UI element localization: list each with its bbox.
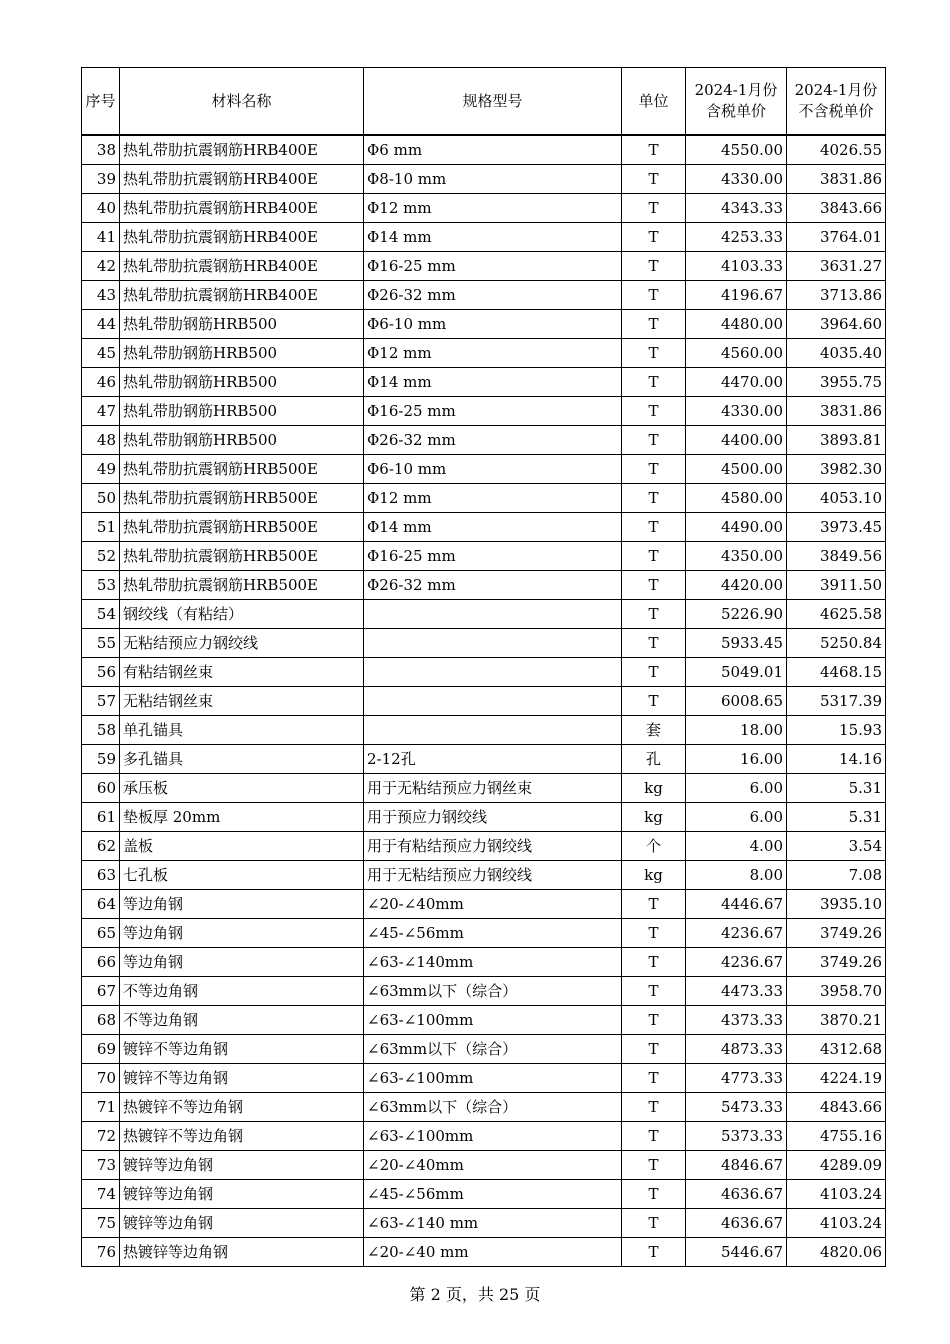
cell-no: 53 [82, 571, 120, 600]
cell-unit: T [622, 397, 686, 426]
cell-unit: T [622, 1151, 686, 1180]
table-row [82, 281, 886, 310]
cell-unit: T [622, 890, 686, 919]
table-header [82, 68, 886, 136]
cell-material-name: 热轧带肋抗震钢筋HRB400E [120, 194, 364, 223]
cell-unit: T [622, 455, 686, 484]
cell-price-notax: 4820.06 [787, 1238, 886, 1267]
header-price-tax-line2: 含税单价 [705, 102, 766, 120]
cell-unit: 孔 [622, 745, 686, 774]
cell-no: 67 [82, 977, 120, 1006]
cell-spec: ∠63-∠100mm [364, 1122, 622, 1151]
cell-unit: T [622, 339, 686, 368]
cell-unit: T [622, 1006, 686, 1035]
cell-price-notax: 3849.56 [787, 542, 886, 571]
cell-material-name: 等边角钢 [120, 919, 364, 948]
cell-price-notax: 3893.81 [787, 426, 886, 455]
cell-material-name: 多孔锚具 [120, 745, 364, 774]
cell-no: 43 [82, 281, 120, 310]
cell-no: 50 [82, 484, 120, 513]
cell-spec: Φ16-25 mm [364, 252, 622, 281]
header-no: 序号 [82, 68, 120, 136]
cell-price-tax: 5373.33 [686, 1122, 787, 1151]
cell-price-tax: 4500.00 [686, 455, 787, 484]
table-row [82, 1209, 886, 1238]
cell-material-name: 热轧带肋抗震钢筋HRB400E [120, 223, 364, 252]
cell-no: 72 [82, 1122, 120, 1151]
cell-unit: T [622, 1180, 686, 1209]
cell-no: 51 [82, 513, 120, 542]
cell-price-notax: 3.54 [787, 832, 886, 861]
table-row [82, 716, 886, 745]
header-unit: 单位 [622, 68, 686, 136]
cell-price-tax: 4420.00 [686, 571, 787, 600]
cell-unit: T [622, 977, 686, 1006]
page-footer: 第 2 页，共 25 页 [409, 1285, 541, 1304]
table-row [82, 455, 886, 484]
cell-price-tax: 5049.01 [686, 658, 787, 687]
cell-price-tax: 4636.67 [686, 1209, 787, 1238]
cell-spec: ∠20-∠40mm [364, 890, 622, 919]
cell-no: 71 [82, 1093, 120, 1122]
cell-material-name: 热轧带肋钢筋HRB500 [120, 310, 364, 339]
cell-material-name: 承压板 [120, 774, 364, 803]
table-row [82, 629, 886, 658]
header-price-notax-line2: 不含税单价 [798, 102, 874, 120]
cell-no: 66 [82, 948, 120, 977]
cell-no: 60 [82, 774, 120, 803]
cell-material-name: 热镀锌不等边角钢 [120, 1093, 364, 1122]
cell-no: 58 [82, 716, 120, 745]
table-row [82, 135, 886, 165]
cell-no: 52 [82, 542, 120, 571]
cell-no: 76 [82, 1238, 120, 1267]
cell-unit: T [622, 1209, 686, 1238]
cell-unit: T [622, 252, 686, 281]
cell-spec: 用于无粘结预应力钢丝束 [364, 774, 622, 803]
table-row [82, 948, 886, 977]
cell-spec: ∠20-∠40mm [364, 1151, 622, 1180]
cell-no: 62 [82, 832, 120, 861]
cell-price-tax: 6.00 [686, 774, 787, 803]
cell-no: 55 [82, 629, 120, 658]
cell-price-tax: 4103.33 [686, 252, 787, 281]
cell-price-notax: 4755.16 [787, 1122, 886, 1151]
cell-no: 69 [82, 1035, 120, 1064]
cell-price-tax: 4550.00 [686, 135, 787, 165]
cell-no: 70 [82, 1064, 120, 1093]
table-row [82, 426, 886, 455]
cell-price-tax: 4846.67 [686, 1151, 787, 1180]
cell-price-notax: 4843.66 [787, 1093, 886, 1122]
cell-material-name: 热轧带肋抗震钢筋HRB500E [120, 542, 364, 571]
cell-price-notax: 7.08 [787, 861, 886, 890]
cell-unit: T [622, 571, 686, 600]
cell-price-notax: 4224.19 [787, 1064, 886, 1093]
table-row [82, 1180, 886, 1209]
table-row [82, 310, 886, 339]
cell-spec: ∠63-∠100mm [364, 1006, 622, 1035]
cell-spec: Φ16-25 mm [364, 542, 622, 571]
cell-price-tax: 8.00 [686, 861, 787, 890]
cell-no: 57 [82, 687, 120, 716]
cell-spec: Φ8-10 mm [364, 165, 622, 194]
cell-unit: T [622, 223, 686, 252]
table-row [82, 1151, 886, 1180]
cell-no: 54 [82, 600, 120, 629]
cell-material-name: 无粘结钢丝束 [120, 687, 364, 716]
cell-material-name: 垫板厚 20mm [120, 803, 364, 832]
cell-price-notax: 4035.40 [787, 339, 886, 368]
cell-unit: T [622, 629, 686, 658]
cell-no: 59 [82, 745, 120, 774]
cell-material-name: 热镀锌不等边角钢 [120, 1122, 364, 1151]
table-row [82, 339, 886, 368]
table-row [82, 368, 886, 397]
cell-spec: 用于预应力钢绞线 [364, 803, 622, 832]
cell-material-name: 单孔锚具 [120, 716, 364, 745]
table-row [82, 484, 886, 513]
cell-spec: Φ14 mm [364, 368, 622, 397]
cell-spec [364, 629, 622, 658]
cell-unit: T [622, 919, 686, 948]
cell-price-tax: 4350.00 [686, 542, 787, 571]
cell-material-name: 等边角钢 [120, 890, 364, 919]
cell-unit: T [622, 658, 686, 687]
cell-spec: 用于无粘结预应力钢绞线 [364, 861, 622, 890]
cell-price-tax: 4480.00 [686, 310, 787, 339]
cell-spec: Φ26-32 mm [364, 281, 622, 310]
cell-price-notax: 3713.86 [787, 281, 886, 310]
table-row [82, 1238, 886, 1267]
cell-unit: 个 [622, 832, 686, 861]
table-row [82, 1093, 886, 1122]
table-row [82, 397, 886, 426]
table-row [82, 1122, 886, 1151]
cell-material-name: 不等边角钢 [120, 977, 364, 1006]
table-row [82, 745, 886, 774]
cell-price-notax: 3749.26 [787, 948, 886, 977]
cell-price-notax: 3764.01 [787, 223, 886, 252]
cell-unit: T [622, 948, 686, 977]
table-row [82, 223, 886, 252]
cell-price-notax: 4053.10 [787, 484, 886, 513]
cell-unit: T [622, 687, 686, 716]
cell-unit: T [622, 484, 686, 513]
cell-price-notax: 3935.10 [787, 890, 886, 919]
cell-material-name: 热轧带肋抗震钢筋HRB400E [120, 135, 364, 165]
cell-price-notax: 3964.60 [787, 310, 886, 339]
cell-no: 47 [82, 397, 120, 426]
cell-price-tax: 5226.90 [686, 600, 787, 629]
cell-spec [364, 687, 622, 716]
cell-spec: Φ12 mm [364, 339, 622, 368]
cell-material-name: 热轧带肋抗震钢筋HRB500E [120, 513, 364, 542]
cell-price-tax: 5933.45 [686, 629, 787, 658]
cell-spec: ∠63-∠140 mm [364, 1209, 622, 1238]
cell-price-notax: 3843.66 [787, 194, 886, 223]
cell-price-tax: 4773.33 [686, 1064, 787, 1093]
cell-unit: T [622, 368, 686, 397]
cell-price-notax: 5317.39 [787, 687, 886, 716]
cell-unit: T [622, 165, 686, 194]
cell-spec: ∠63-∠140mm [364, 948, 622, 977]
cell-spec: ∠45-∠56mm [364, 1180, 622, 1209]
cell-price-tax: 4196.67 [686, 281, 787, 310]
table-row [82, 542, 886, 571]
cell-unit: kg [622, 803, 686, 832]
cell-price-notax: 3831.86 [787, 397, 886, 426]
cell-spec: 2-12孔 [364, 745, 622, 774]
cell-material-name: 热轧带肋抗震钢筋HRB500E [120, 571, 364, 600]
cell-no: 56 [82, 658, 120, 687]
cell-unit: T [622, 426, 686, 455]
cell-price-tax: 4636.67 [686, 1180, 787, 1209]
cell-material-name: 热轧带肋钢筋HRB500 [120, 339, 364, 368]
cell-unit: T [622, 1122, 686, 1151]
cell-spec: Φ6-10 mm [364, 455, 622, 484]
cell-material-name: 镀锌等边角钢 [120, 1151, 364, 1180]
cell-no: 46 [82, 368, 120, 397]
cell-price-notax: 4289.09 [787, 1151, 886, 1180]
cell-price-tax: 4580.00 [686, 484, 787, 513]
cell-spec: Φ6-10 mm [364, 310, 622, 339]
cell-material-name: 盖板 [120, 832, 364, 861]
cell-spec: Φ16-25 mm [364, 397, 622, 426]
cell-no: 75 [82, 1209, 120, 1238]
cell-no: 40 [82, 194, 120, 223]
cell-material-name: 热轧带肋抗震钢筋HRB500E [120, 484, 364, 513]
cell-no: 44 [82, 310, 120, 339]
cell-no: 64 [82, 890, 120, 919]
cell-no: 48 [82, 426, 120, 455]
cell-price-notax: 4468.15 [787, 658, 886, 687]
cell-unit: T [622, 310, 686, 339]
cell-price-notax: 4625.58 [787, 600, 886, 629]
cell-spec: Φ12 mm [364, 484, 622, 513]
table-row [82, 1064, 886, 1093]
header-price-tax-line1: 2024-1月份 [694, 81, 778, 99]
table-body [82, 135, 886, 1267]
table-row [82, 571, 886, 600]
cell-price-tax: 4560.00 [686, 339, 787, 368]
cell-no: 63 [82, 861, 120, 890]
cell-no: 41 [82, 223, 120, 252]
cell-material-name: 镀锌等边角钢 [120, 1209, 364, 1238]
cell-spec [364, 716, 622, 745]
cell-price-notax: 4103.24 [787, 1209, 886, 1238]
cell-spec: ∠63mm以下（综合） [364, 1093, 622, 1122]
cell-material-name: 热轧带肋钢筋HRB500 [120, 368, 364, 397]
cell-price-notax: 3831.86 [787, 165, 886, 194]
cell-spec [364, 658, 622, 687]
cell-no: 61 [82, 803, 120, 832]
cell-price-notax: 3958.70 [787, 977, 886, 1006]
cell-no: 74 [82, 1180, 120, 1209]
cell-unit: T [622, 281, 686, 310]
cell-price-tax: 4373.33 [686, 1006, 787, 1035]
header-name: 材料名称 [120, 68, 364, 136]
table-row [82, 687, 886, 716]
cell-price-tax: 4253.33 [686, 223, 787, 252]
cell-unit: T [622, 542, 686, 571]
cell-material-name: 热轧带肋抗震钢筋HRB500E [120, 455, 364, 484]
table-row [82, 890, 886, 919]
cell-spec: ∠45-∠56mm [364, 919, 622, 948]
cell-unit: T [622, 600, 686, 629]
table-row [82, 861, 886, 890]
cell-spec: Φ26-32 mm [364, 571, 622, 600]
cell-spec: ∠63-∠100mm [364, 1064, 622, 1093]
table-row [82, 600, 886, 629]
cell-material-name: 镀锌不等边角钢 [120, 1064, 364, 1093]
header-spec: 规格型号 [364, 68, 622, 136]
cell-unit: T [622, 1035, 686, 1064]
cell-price-tax: 6.00 [686, 803, 787, 832]
cell-material-name: 等边角钢 [120, 948, 364, 977]
cell-material-name: 热镀锌等边角钢 [120, 1238, 364, 1267]
cell-price-tax: 4400.00 [686, 426, 787, 455]
cell-price-tax: 4873.33 [686, 1035, 787, 1064]
cell-price-notax: 4103.24 [787, 1180, 886, 1209]
cell-price-tax: 6008.65 [686, 687, 787, 716]
cell-price-notax: 3911.50 [787, 571, 886, 600]
cell-price-notax: 14.16 [787, 745, 886, 774]
cell-price-tax: 4343.33 [686, 194, 787, 223]
cell-unit: T [622, 1238, 686, 1267]
cell-material-name: 热轧带肋抗震钢筋HRB400E [120, 165, 364, 194]
cell-material-name: 不等边角钢 [120, 1006, 364, 1035]
cell-price-tax: 18.00 [686, 716, 787, 745]
cell-spec: Φ6 mm [364, 135, 622, 165]
cell-no: 73 [82, 1151, 120, 1180]
cell-price-tax: 4470.00 [686, 368, 787, 397]
cell-price-notax: 4312.68 [787, 1035, 886, 1064]
cell-unit: kg [622, 861, 686, 890]
cell-spec: ∠63mm以下（综合） [364, 977, 622, 1006]
cell-material-name: 钢绞线（有粘结） [120, 600, 364, 629]
cell-price-tax: 4.00 [686, 832, 787, 861]
cell-material-name: 镀锌等边角钢 [120, 1180, 364, 1209]
table-row [82, 803, 886, 832]
header-row [82, 68, 886, 136]
table-row [82, 977, 886, 1006]
cell-material-name: 热轧带肋钢筋HRB500 [120, 426, 364, 455]
cell-no: 42 [82, 252, 120, 281]
table-row [82, 194, 886, 223]
cell-spec: ∠20-∠40 mm [364, 1238, 622, 1267]
cell-price-tax: 4446.67 [686, 890, 787, 919]
cell-unit: T [622, 1064, 686, 1093]
table-row [82, 513, 886, 542]
cell-price-notax: 5.31 [787, 803, 886, 832]
cell-spec: Φ14 mm [364, 513, 622, 542]
cell-price-tax: 4330.00 [686, 165, 787, 194]
cell-price-tax: 16.00 [686, 745, 787, 774]
cell-unit: T [622, 1093, 686, 1122]
cell-material-name: 热轧带肋钢筋HRB500 [120, 397, 364, 426]
cell-unit: 套 [622, 716, 686, 745]
cell-unit: T [622, 135, 686, 165]
table-row [82, 1006, 886, 1035]
cell-price-tax: 4236.67 [686, 919, 787, 948]
cell-price-tax: 4473.33 [686, 977, 787, 1006]
cell-price-notax: 15.93 [787, 716, 886, 745]
cell-spec: ∠63mm以下（综合） [364, 1035, 622, 1064]
cell-price-notax: 3749.26 [787, 919, 886, 948]
cell-price-notax: 3631.27 [787, 252, 886, 281]
cell-spec: 用于有粘结预应力钢绞线 [364, 832, 622, 861]
cell-material-name: 无粘结预应力钢绞线 [120, 629, 364, 658]
cell-no: 38 [82, 135, 120, 165]
cell-price-notax: 5250.84 [787, 629, 886, 658]
table-row [82, 832, 886, 861]
cell-price-notax: 3870.21 [787, 1006, 886, 1035]
cell-price-tax: 4236.67 [686, 948, 787, 977]
cell-unit: kg [622, 774, 686, 803]
cell-material-name: 有粘结钢丝束 [120, 658, 364, 687]
cell-spec: Φ26-32 mm [364, 426, 622, 455]
cell-price-notax: 3955.75 [787, 368, 886, 397]
cell-no: 39 [82, 165, 120, 194]
table-row [82, 165, 886, 194]
cell-price-notax: 5.31 [787, 774, 886, 803]
cell-price-tax: 4330.00 [686, 397, 787, 426]
cell-spec: Φ12 mm [364, 194, 622, 223]
cell-price-tax: 5473.33 [686, 1093, 787, 1122]
cell-unit: T [622, 194, 686, 223]
cell-no: 68 [82, 1006, 120, 1035]
header-price-notax-line1: 2024-1月份 [794, 81, 878, 99]
cell-price-tax: 4490.00 [686, 513, 787, 542]
price-table [81, 67, 886, 1267]
cell-no: 45 [82, 339, 120, 368]
table-row [82, 252, 886, 281]
cell-price-tax: 5446.67 [686, 1238, 787, 1267]
table-row [82, 1035, 886, 1064]
cell-spec [364, 600, 622, 629]
cell-no: 49 [82, 455, 120, 484]
table-row [82, 774, 886, 803]
cell-spec: Φ14 mm [364, 223, 622, 252]
cell-no: 65 [82, 919, 120, 948]
cell-material-name: 七孔板 [120, 861, 364, 890]
cell-price-notax: 3973.45 [787, 513, 886, 542]
cell-price-notax: 3982.30 [787, 455, 886, 484]
cell-material-name: 热轧带肋抗震钢筋HRB400E [120, 252, 364, 281]
cell-material-name: 热轧带肋抗震钢筋HRB400E [120, 281, 364, 310]
header-price-notax [787, 68, 886, 136]
table-row [82, 919, 886, 948]
cell-price-notax: 4026.55 [787, 135, 886, 165]
cell-unit: T [622, 513, 686, 542]
header-price-tax [686, 68, 787, 136]
cell-material-name: 镀锌不等边角钢 [120, 1035, 364, 1064]
table-row [82, 658, 886, 687]
